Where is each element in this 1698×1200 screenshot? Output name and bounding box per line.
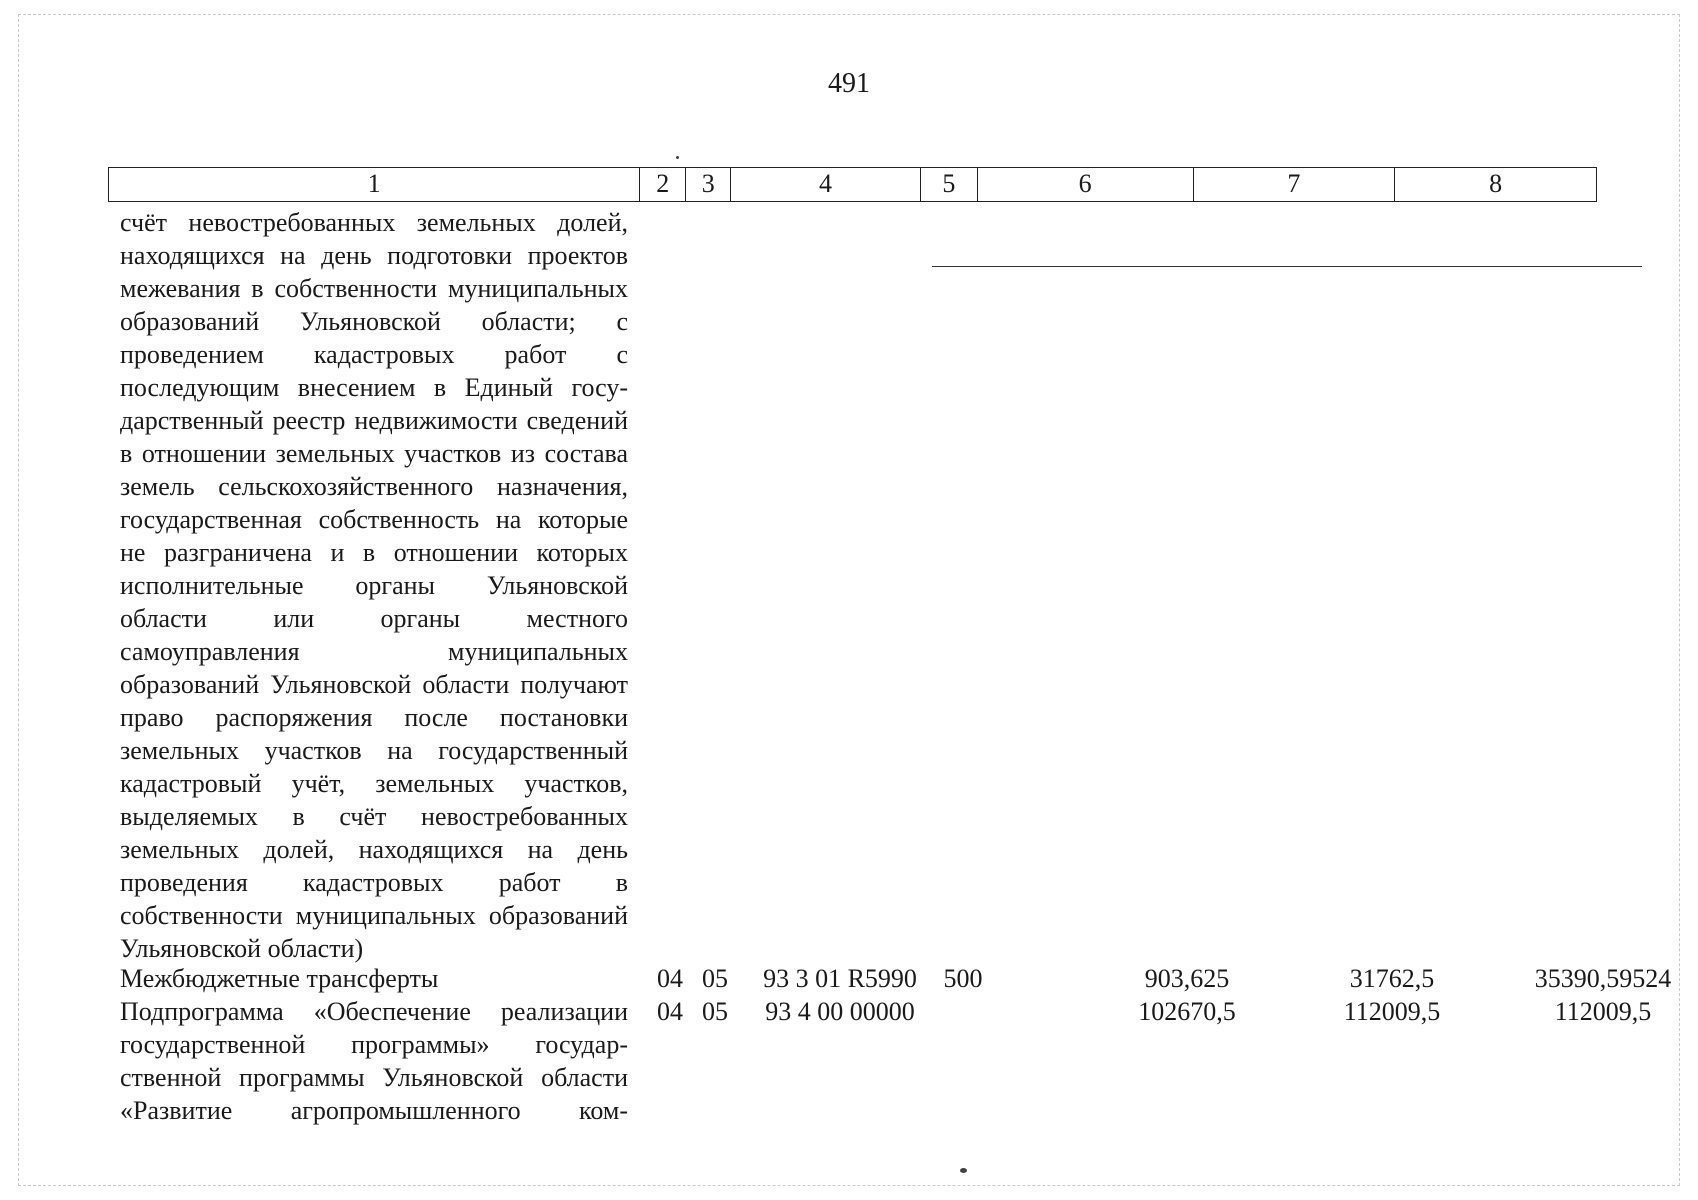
header-col-4: 4 xyxy=(731,168,921,201)
page-number: 491 xyxy=(828,68,870,99)
scan-speck xyxy=(960,1168,967,1173)
header-col-1: 1 xyxy=(109,168,640,201)
horizontal-rule xyxy=(932,266,1642,267)
row-rz: 04 xyxy=(657,997,683,1026)
row-sum-8: 112009,5 xyxy=(1554,997,1652,1026)
row-sum-7: 31762,5 xyxy=(1349,964,1435,993)
row-sum-6: 903,625 xyxy=(1144,964,1230,993)
row-csr: 93 4 00 00000 xyxy=(765,997,915,1026)
header-col-5: 5 xyxy=(921,168,978,201)
header-col-2: 2 xyxy=(640,168,686,201)
table-header xyxy=(108,167,1597,202)
scan-speck xyxy=(676,156,679,159)
row-csr: 93 3 01 R5990 xyxy=(763,964,917,993)
row-vr: 500 xyxy=(943,964,983,993)
table-row xyxy=(120,962,1672,995)
table-row xyxy=(120,995,1652,1028)
row-pr: 05 xyxy=(702,964,728,993)
row-name-multiline: Подпрограмма «Обеспечение реализации государственной программы» государственной программы Ульяновской области «Развитие агропромышленного ком- xyxy=(120,997,628,1125)
row-sum-8: 35390,59524 xyxy=(1534,964,1672,993)
continued-description: счёт невостребованных земельных долей, находящихся на день подготовки проектов межевания в собственности муниципальных образований Ульяновской области; с проведением кадастровых работ с последующим внесением в Единый государственный реестр недвижимости сведений в отношении земельных участков из состава земель сельскохозяйственного назначения, государственная собственность на которые не разграничена и в отношении которых исполнительные органы Ульяновской области или органы местного самоуправления муниципальных образований Ульяновской области получают право распоряжения после постановки земельных участков на государственный кадастровый учёт, земельных участков, выделяемых в счёт невостребованных земельных долей, находящихся на день проведения кадастровых работ в собственности муниципальных образований Ульяновской области) xyxy=(120,208,628,963)
row-rz: 04 xyxy=(657,964,683,993)
row-pr: 05 xyxy=(702,997,728,1026)
header-col-7: 7 xyxy=(1194,168,1396,201)
row-name: Межбюджетные трансферты xyxy=(120,964,439,993)
header-col-8: 8 xyxy=(1489,169,1503,198)
row-sum-6: 102670,5 xyxy=(1138,997,1236,1026)
row-sum-7: 112009,5 xyxy=(1343,997,1441,1026)
header-col-3: 3 xyxy=(686,168,731,201)
header-col-6: 6 xyxy=(978,168,1194,201)
